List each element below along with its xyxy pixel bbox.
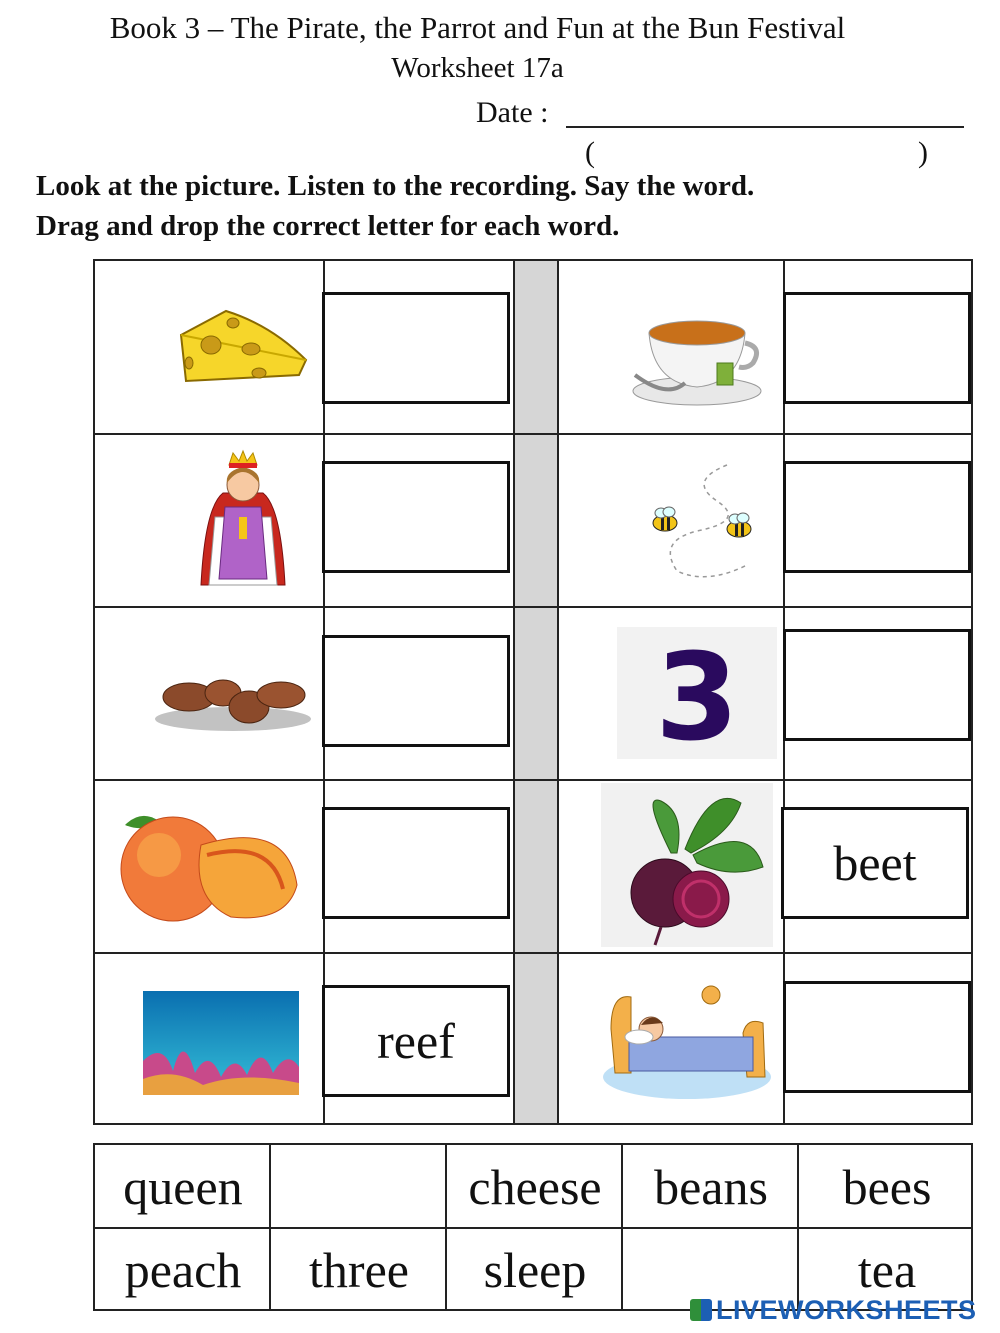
word-tile-tea[interactable]: tea bbox=[857, 1241, 917, 1298]
grid-line bbox=[95, 433, 971, 435]
number-three-picture bbox=[617, 627, 777, 759]
answer-box-reef[interactable]: reef bbox=[322, 985, 510, 1097]
answer-box-cheese[interactable] bbox=[322, 292, 510, 404]
answer-box-bees[interactable] bbox=[783, 461, 971, 573]
paren-close: ) bbox=[918, 136, 928, 169]
answer-box-beet[interactable]: beet bbox=[781, 807, 969, 919]
grid-line bbox=[95, 606, 971, 608]
grid-line bbox=[95, 779, 971, 781]
answer-box-sleep[interactable] bbox=[783, 981, 971, 1093]
answer-box-queen[interactable] bbox=[322, 461, 510, 573]
grid-line bbox=[95, 952, 971, 954]
word-bank bbox=[93, 1143, 973, 1311]
answer-box-three[interactable] bbox=[783, 629, 971, 741]
word-tile-bees[interactable]: bees bbox=[842, 1158, 932, 1215]
word-tile-empty bbox=[271, 1145, 447, 1228]
reef-picture bbox=[143, 991, 299, 1095]
answer-box-peach[interactable] bbox=[322, 807, 510, 919]
picture-word-grid bbox=[93, 259, 973, 1125]
sleeping-boy-picture bbox=[601, 973, 773, 1099]
date-label: Date : bbox=[476, 96, 549, 129]
word-tile-sleep[interactable]: sleep bbox=[483, 1241, 587, 1298]
beans-picture bbox=[153, 667, 313, 737]
beet-picture bbox=[601, 783, 773, 947]
logo-text: LIVEWORKSHEETS bbox=[716, 1295, 977, 1325]
instruction-line-2: Drag and drop the correct letter for each word. bbox=[36, 210, 620, 242]
tea-cup-picture bbox=[627, 303, 767, 408]
logo-icon bbox=[690, 1299, 712, 1321]
date-line bbox=[566, 126, 964, 128]
answer-box-beans[interactable] bbox=[322, 635, 510, 747]
word-tile-cheese[interactable]: cheese bbox=[468, 1158, 602, 1215]
word-tile-peach[interactable]: peach bbox=[124, 1241, 242, 1298]
bees-picture bbox=[647, 461, 767, 586]
peach-picture bbox=[111, 799, 301, 923]
cheese-picture bbox=[171, 305, 311, 385]
svg-text:3: 3 bbox=[655, 629, 739, 759]
liveworksheets-logo bbox=[690, 1295, 977, 1326]
instruction-line-1: Look at the picture. Listen to the recording. Say the word. bbox=[36, 170, 755, 202]
queen-picture bbox=[195, 447, 291, 589]
word-tile-beans[interactable]: beans bbox=[654, 1158, 768, 1215]
grid-divider bbox=[513, 261, 559, 1123]
answer-box-tea[interactable] bbox=[783, 292, 971, 404]
worksheet-subtitle: Worksheet 17a bbox=[391, 52, 564, 84]
word-tile-three[interactable]: three bbox=[309, 1241, 409, 1298]
paren-open: ( bbox=[585, 136, 595, 169]
word-tile-queen[interactable]: queen bbox=[123, 1158, 243, 1215]
worksheet-title: Book 3 – The Pirate, the Parrot and Fun at the Bun Festival bbox=[109, 10, 846, 45]
